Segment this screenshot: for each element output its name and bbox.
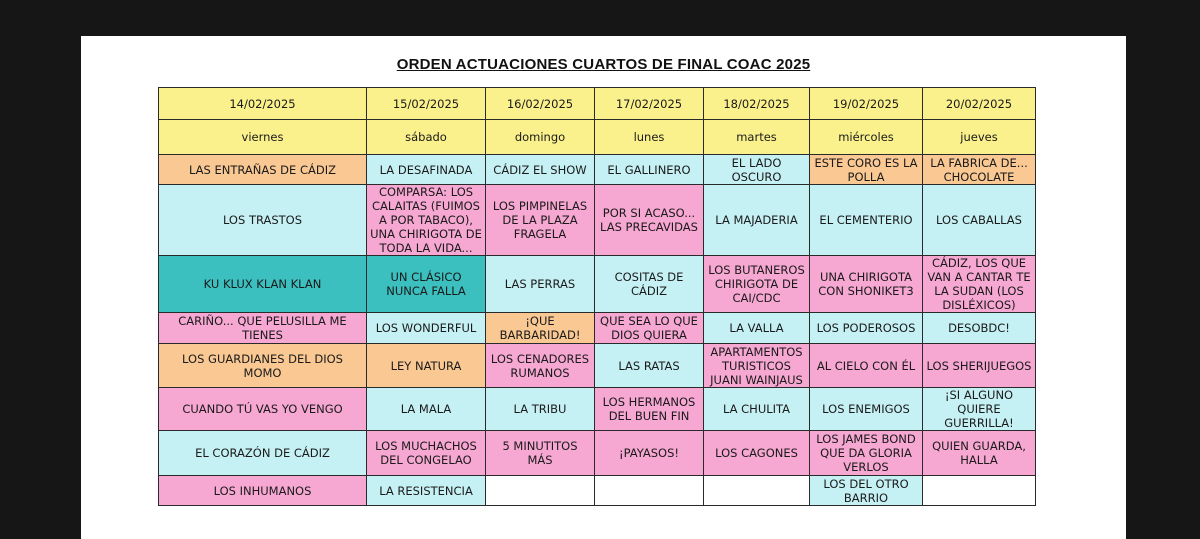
schedule-row	[159, 185, 1036, 256]
group-cell: LOS WONDERFUL	[367, 313, 486, 344]
group-cell: ESTE CORO ES LA POLLA	[810, 155, 923, 185]
group-cell: AL CIELO CON ÉL	[810, 344, 923, 388]
schedule-row	[159, 256, 1036, 313]
group-cell: LOS CABALLAS	[923, 185, 1036, 256]
group-cell: LA CHULITA	[704, 388, 810, 431]
day-cell: jueves	[923, 120, 1036, 155]
group-cell: LOS TRASTOS	[159, 185, 367, 256]
schedule-row	[159, 344, 1036, 388]
group-cell: CARIÑO... QUE PELUSILLA ME TIENES	[159, 313, 367, 344]
group-cell: EL LADO OSCURO	[704, 155, 810, 185]
document-title: ORDEN ACTUACIONES CUARTOS DE FINAL COAC 2025	[396, 56, 811, 73]
group-cell: EL GALLINERO	[595, 155, 704, 185]
group-cell: CUANDO TÚ VAS YO VENGO	[159, 388, 367, 431]
group-cell: CÁDIZ, LOS QUE VAN A CANTAR TE LA SUDAN (LOS DISLÉXICOS)	[923, 256, 1036, 313]
schedule-row	[159, 476, 1036, 506]
schedule-row	[159, 431, 1036, 476]
empty-cell	[595, 476, 704, 506]
day-cell: miércoles	[810, 120, 923, 155]
date-cell: 16/02/2025	[486, 88, 595, 120]
group-cell: POR SI ACASO... LAS PRECAVIDAS	[595, 185, 704, 256]
group-cell: COMPARSA: LOS CALAITAS (FUIMOS A POR TABACO), UNA CHIRIGOTA DE TODA LA VIDA...	[367, 185, 486, 256]
group-cell: LOS HERMANOS DEL BUEN FIN	[595, 388, 704, 431]
date-cell: 19/02/2025	[810, 88, 923, 120]
group-cell: LAS PERRAS	[486, 256, 595, 313]
group-cell: LOS JAMES BOND QUE DA GLORIA VERLOS	[810, 431, 923, 476]
group-cell: LOS INHUMANOS	[159, 476, 367, 506]
schedule-row	[159, 313, 1036, 344]
date-cell: 14/02/2025	[159, 88, 367, 120]
date-row	[159, 88, 1036, 120]
group-cell: KU KLUX KLAN KLAN	[159, 256, 367, 313]
group-cell: ¡PAYASOS!	[595, 431, 704, 476]
day-cell: domingo	[486, 120, 595, 155]
group-cell: LOS CAGONES	[704, 431, 810, 476]
date-cell: 20/02/2025	[923, 88, 1036, 120]
group-cell: UN CLÁSICO NUNCA FALLA	[367, 256, 486, 313]
group-cell: LOS CENADORES RUMANOS	[486, 344, 595, 388]
group-cell: LA MAJADERIA	[704, 185, 810, 256]
date-cell: 17/02/2025	[595, 88, 704, 120]
group-cell: LA VALLA	[704, 313, 810, 344]
group-cell: LA TRIBU	[486, 388, 595, 431]
group-cell: COSITAS DE CÁDIZ	[595, 256, 704, 313]
group-cell: UNA CHIRIGOTA CON SHONIKET3	[810, 256, 923, 313]
schedule-row	[159, 155, 1036, 185]
day-cell: sábado	[367, 120, 486, 155]
group-cell: LOS BUTANEROS CHIRIGOTA DE CAI/CDC	[704, 256, 810, 313]
group-cell: ¡SI ALGUNO QUIERE GUERRILLA!	[923, 388, 1036, 431]
group-cell: LEY NATURA	[367, 344, 486, 388]
group-cell: QUE SEA LO QUE DIOS QUIERA	[595, 313, 704, 344]
group-cell: DESOBDC!	[923, 313, 1036, 344]
document-page	[81, 36, 1126, 539]
group-cell: LOS GUARDIANES DEL DIOS MOMO	[159, 344, 367, 388]
empty-cell	[486, 476, 595, 506]
day-cell: lunes	[595, 120, 704, 155]
group-cell: LA FABRICA DE... CHOCOLATE	[923, 155, 1036, 185]
group-cell: LOS MUCHACHOS DEL CONGELAO	[367, 431, 486, 476]
group-cell: LA RESISTENCIA	[367, 476, 486, 506]
group-cell: LOS DEL OTRO BARRIO	[810, 476, 923, 506]
empty-cell	[923, 476, 1036, 506]
schedule-table	[158, 87, 1036, 506]
day-cell: martes	[704, 120, 810, 155]
group-cell: LOS ENEMIGOS	[810, 388, 923, 431]
group-cell: LAS ENTRAÑAS DE CÁDIZ	[159, 155, 367, 185]
group-cell: LOS SHERIJUEGOS	[923, 344, 1036, 388]
schedule-row	[159, 388, 1036, 431]
group-cell: EL CORAZÓN DE CÁDIZ	[159, 431, 367, 476]
group-cell: APARTAMENTOS TURISTICOS JUANI WAINJAUS	[704, 344, 810, 388]
group-cell: 5 MINUTITOS MÁS	[486, 431, 595, 476]
group-cell: LA MALA	[367, 388, 486, 431]
group-cell: LAS RATAS	[595, 344, 704, 388]
group-cell: ¡QUE BARBARIDAD!	[486, 313, 595, 344]
group-cell: EL CEMENTERIO	[810, 185, 923, 256]
empty-cell	[704, 476, 810, 506]
group-cell: LOS PODEROSOS	[810, 313, 923, 344]
group-cell: LOS PIMPINELAS DE LA PLAZA FRAGELA	[486, 185, 595, 256]
day-row	[159, 120, 1036, 155]
group-cell: CÁDIZ EL SHOW	[486, 155, 595, 185]
day-cell: viernes	[159, 120, 367, 155]
date-cell: 15/02/2025	[367, 88, 486, 120]
date-cell: 18/02/2025	[704, 88, 810, 120]
group-cell: QUIEN GUARDA, HALLA	[923, 431, 1036, 476]
group-cell: LA DESAFINADA	[367, 155, 486, 185]
